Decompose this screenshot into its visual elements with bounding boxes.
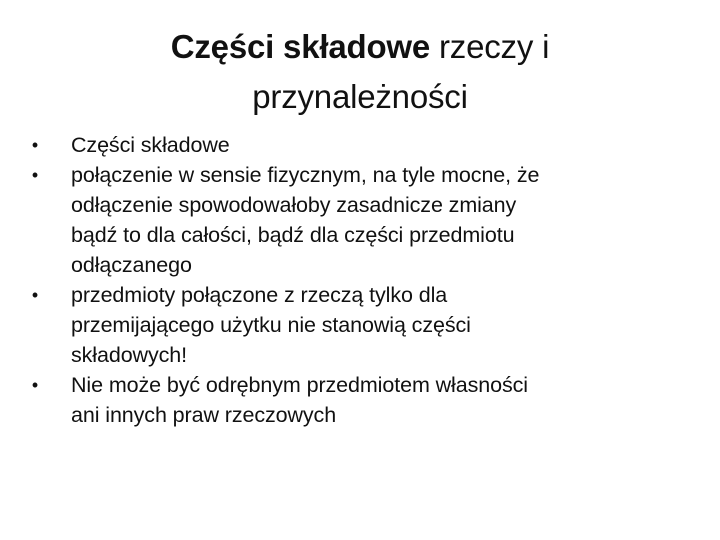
slide-title (90, 22, 630, 122)
bullet-line: Części składowe (71, 133, 230, 157)
bullet-icon: • (31, 165, 39, 185)
bullet-text (71, 370, 698, 430)
bullet-text (71, 130, 698, 160)
bullet-line: odłączanego (71, 253, 192, 277)
bullet-line: połączenie w sensie fizycznym, na tyle mocne, że (71, 163, 540, 187)
bullet-line: odłączenie spowodowałoby zasadnicze zmiany (71, 193, 517, 217)
bullet-item (28, 370, 698, 430)
title-bold-part: Części składowe (170, 28, 431, 65)
bullet-line: przedmioty połączone z rzeczą tylko dla (71, 283, 448, 307)
bullet-line: przemijającego użytku nie stanowią części (71, 313, 471, 337)
bullet-line: bądź to dla całości, bądź dla części przedmiotu (71, 223, 515, 247)
bullet-item (28, 130, 698, 160)
bullet-line: składowych! (71, 343, 188, 367)
bullet-icon: • (31, 135, 39, 155)
bullet-icon: • (31, 375, 39, 395)
bullet-line: ani innych praw rzeczowych (71, 403, 337, 427)
title-regular-part: rzeczy i (430, 28, 550, 65)
bullet-line: Nie może być odrębnym przedmiotem własności (71, 373, 528, 397)
bullet-text (71, 160, 698, 280)
bullet-list (28, 130, 698, 430)
bullet-text (71, 280, 698, 370)
bullet-icon: • (31, 285, 39, 305)
bullet-item (28, 160, 698, 280)
bullet-item (28, 280, 698, 370)
title-line-2: przynależności (252, 78, 468, 115)
